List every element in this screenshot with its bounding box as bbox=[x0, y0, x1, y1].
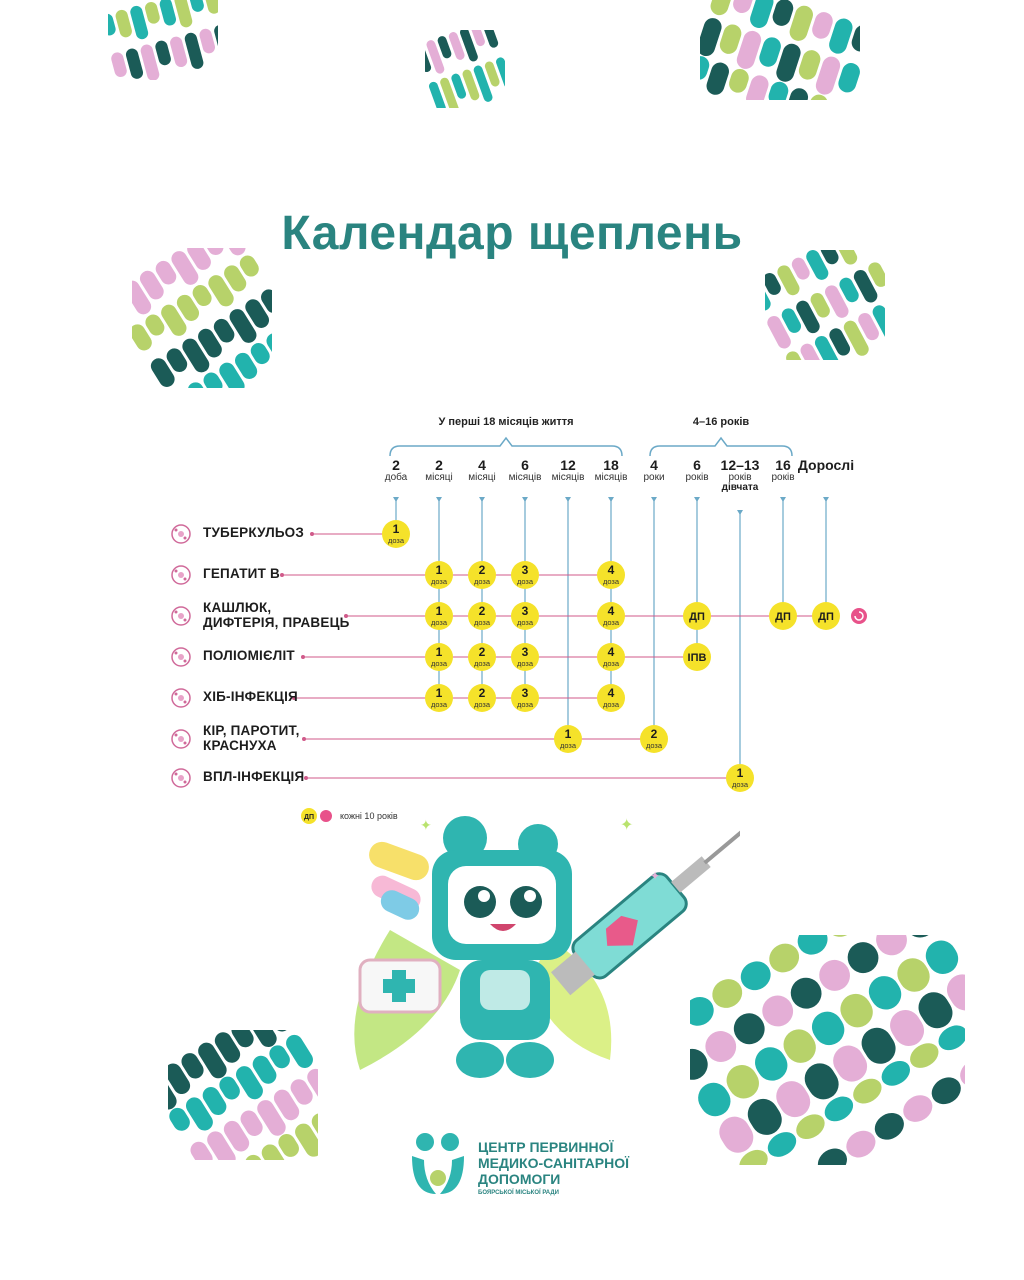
dose-unit: доза bbox=[430, 577, 448, 586]
column-arrow-9 bbox=[780, 497, 786, 502]
column-number: 4 bbox=[650, 457, 658, 473]
row-label-line: ГЕПАТИТ В bbox=[203, 566, 280, 581]
row-label-line: ПОЛІОМІЄЛІТ bbox=[203, 648, 295, 663]
dose-number: 2 bbox=[650, 727, 658, 741]
column-unit: років bbox=[685, 471, 709, 483]
dose-number: 2 bbox=[478, 686, 486, 700]
polio-icon bbox=[170, 646, 192, 668]
column-number: 6 bbox=[521, 457, 529, 473]
hib-icon bbox=[170, 687, 192, 709]
dose-number: 1 bbox=[564, 727, 572, 741]
dose-unit: доза bbox=[473, 577, 491, 586]
row-label-line: ТУБЕРКУЛЬОЗ bbox=[203, 525, 304, 540]
row-label-line-2: КРАСНУХА bbox=[203, 737, 277, 753]
column-number: 12 bbox=[560, 457, 576, 473]
column-unit: доба bbox=[384, 471, 408, 483]
row-label-1 bbox=[203, 567, 280, 582]
dose-unit: доза bbox=[559, 741, 577, 750]
dose-marker bbox=[812, 602, 840, 630]
dose-number: 3 bbox=[521, 563, 529, 577]
dose-unit: доза bbox=[602, 618, 620, 627]
row-line-start-0 bbox=[310, 532, 314, 536]
svg-text:✦: ✦ bbox=[650, 869, 661, 883]
dose-marker bbox=[511, 643, 539, 671]
column-arrow-3 bbox=[522, 497, 528, 502]
dose-number: 4 bbox=[607, 604, 615, 618]
dose-number: 1 bbox=[435, 563, 443, 577]
column-header-5 bbox=[595, 458, 628, 483]
svg-text:✦: ✦ bbox=[420, 817, 432, 833]
repeat-icon bbox=[851, 608, 867, 624]
svg-text:✦: ✦ bbox=[620, 817, 634, 834]
dose-marker bbox=[597, 561, 625, 589]
dose-number: 4 bbox=[607, 686, 615, 700]
dose-marker bbox=[468, 684, 496, 712]
column-number: 4 bbox=[478, 457, 486, 473]
group-label-1: 4–16 років bbox=[692, 416, 750, 428]
dose-marker bbox=[511, 684, 539, 712]
dose-unit: доза bbox=[516, 659, 534, 668]
column-unit: місяці bbox=[425, 471, 453, 483]
column-number: 2 bbox=[392, 457, 400, 473]
dose-marker bbox=[425, 602, 453, 630]
dose-unit: доза bbox=[602, 577, 620, 586]
logo-line-3: ДОПОМОГИ bbox=[478, 1171, 561, 1187]
column-header-8 bbox=[721, 458, 760, 494]
column-unit: роки bbox=[643, 471, 665, 483]
pertussis-icon bbox=[170, 605, 192, 627]
dose-number: 2 bbox=[478, 604, 486, 618]
group-bracket-1 bbox=[650, 438, 792, 456]
dose-unit: доза bbox=[516, 700, 534, 709]
dose-number: 1 bbox=[435, 645, 443, 659]
column-arrow-0 bbox=[393, 497, 399, 502]
row-label-line: КАШЛЮК, bbox=[203, 600, 272, 615]
column-header-10 bbox=[798, 458, 854, 473]
measles-icon bbox=[170, 728, 192, 750]
dose-number: 4 bbox=[607, 645, 615, 659]
dose-marker bbox=[511, 561, 539, 589]
dose-number: 3 bbox=[521, 604, 529, 618]
dose-marker bbox=[511, 602, 539, 630]
dose-code: ІПВ bbox=[687, 652, 707, 664]
column-header-4 bbox=[552, 458, 585, 483]
column-number: 16 bbox=[775, 457, 791, 473]
column-number: Дорослі bbox=[797, 457, 855, 473]
row-line-start-6 bbox=[304, 776, 308, 780]
row-label-5 bbox=[203, 724, 300, 754]
dose-marker bbox=[468, 643, 496, 671]
dose-number: 3 bbox=[521, 645, 529, 659]
column-arrow-10 bbox=[823, 497, 829, 502]
dose-code: ДП bbox=[689, 611, 705, 623]
dose-number: 1 bbox=[736, 766, 744, 780]
column-header-7 bbox=[685, 458, 708, 483]
column-number: 18 bbox=[603, 457, 619, 473]
dose-unit: доза bbox=[387, 536, 405, 545]
dose-unit: доза bbox=[516, 577, 534, 586]
dose-marker bbox=[468, 561, 496, 589]
dose-marker bbox=[597, 602, 625, 630]
dose-number: 2 bbox=[478, 645, 486, 659]
column-arrow-1 bbox=[436, 497, 442, 502]
dose-unit: доза bbox=[645, 741, 663, 750]
row-label-line: ХІБ-ІНФЕКЦІЯ bbox=[203, 689, 298, 704]
dose-unit: доза bbox=[602, 700, 620, 709]
dose-unit: доза bbox=[602, 659, 620, 668]
column-header-3 bbox=[509, 458, 542, 483]
column-arrow-7 bbox=[694, 497, 700, 502]
row-label-3 bbox=[203, 649, 295, 664]
column-arrow-6 bbox=[651, 497, 657, 502]
dose-number: 2 bbox=[478, 563, 486, 577]
column-arrow-4 bbox=[565, 497, 571, 502]
column-header-1 bbox=[425, 458, 452, 483]
dose-unit: доза bbox=[473, 700, 491, 709]
dose-unit: доза bbox=[516, 618, 534, 627]
group-label-0: У перші 18 місяців життя bbox=[438, 416, 574, 428]
dose-marker bbox=[468, 602, 496, 630]
row-label-line-2: ДИФТЕРІЯ, ПРАВЕЦЬ bbox=[203, 614, 350, 630]
dose-marker bbox=[425, 643, 453, 671]
logo-subtitle: БОЯРСЬКОЇ МІСЬКОЇ РАДИ bbox=[478, 1190, 559, 1196]
legend-text: кожні 10 років bbox=[340, 811, 398, 821]
dose-unit: доза bbox=[731, 780, 749, 789]
dose-unit: доза bbox=[430, 659, 448, 668]
dose-marker bbox=[597, 643, 625, 671]
dose-marker bbox=[425, 684, 453, 712]
tuberculosis-icon bbox=[170, 523, 192, 545]
legend-badge-text: ДП bbox=[303, 814, 315, 821]
row-label-line: КІР, ПАРОТИТ, bbox=[203, 723, 300, 738]
column-unit: місяці bbox=[468, 471, 496, 483]
hpv-icon bbox=[170, 767, 192, 789]
dose-unit: доза bbox=[430, 618, 448, 627]
dose-number: 1 bbox=[392, 522, 400, 536]
column-header-2 bbox=[468, 458, 495, 483]
column-header-0 bbox=[385, 458, 407, 483]
dose-code: ДП bbox=[775, 611, 791, 623]
logo-line-2: МЕДИКО-САНІТАРНОЇ bbox=[478, 1155, 629, 1171]
column-header-6 bbox=[643, 458, 664, 483]
group-bracket-0 bbox=[390, 438, 622, 456]
column-unit: місяців bbox=[508, 471, 542, 483]
dose-unit: доза bbox=[430, 700, 448, 709]
mascot-illustration bbox=[320, 810, 740, 1110]
dose-marker bbox=[640, 725, 668, 753]
row-line-start-3 bbox=[301, 655, 305, 659]
dose-unit: доза bbox=[473, 659, 491, 668]
dose-marker bbox=[554, 725, 582, 753]
column-unit: років bbox=[728, 471, 752, 483]
dose-number: 1 bbox=[435, 604, 443, 618]
row-label-line: ВПЛ-ІНФЕКЦІЯ bbox=[203, 769, 305, 784]
column-unit: років bbox=[771, 471, 795, 483]
column-number: 12–13 bbox=[720, 457, 760, 473]
column-arrow-2 bbox=[479, 497, 485, 502]
dose-marker bbox=[382, 520, 410, 548]
dose-unit: доза bbox=[473, 618, 491, 627]
column-unit: місяців bbox=[594, 471, 628, 483]
row-label-0 bbox=[203, 526, 304, 541]
dose-marker bbox=[683, 643, 711, 671]
column-arrow-5 bbox=[608, 497, 614, 502]
column-unit: місяців bbox=[551, 471, 585, 483]
dose-marker bbox=[769, 602, 797, 630]
clinic-logo-icon bbox=[408, 1130, 468, 1200]
row-label-6 bbox=[203, 770, 304, 785]
dose-number: 3 bbox=[521, 686, 529, 700]
logo-line-1: ЦЕНТР ПЕРВИННОЇ bbox=[478, 1139, 614, 1155]
dose-number: 1 bbox=[435, 686, 443, 700]
column-subnote: дівчата bbox=[721, 482, 759, 494]
row-line-start-1 bbox=[280, 573, 284, 577]
row-label-4 bbox=[203, 690, 298, 705]
dose-marker bbox=[683, 602, 711, 630]
column-number: 2 bbox=[435, 457, 443, 473]
dose-code: ДП bbox=[818, 611, 834, 623]
dose-marker bbox=[726, 764, 754, 792]
dose-marker bbox=[425, 561, 453, 589]
hepatitis-icon bbox=[170, 564, 192, 586]
column-number: 6 bbox=[693, 457, 701, 473]
row-label-2 bbox=[203, 601, 350, 631]
page-title: Календар щеплень bbox=[281, 207, 743, 260]
dose-number: 4 bbox=[607, 563, 615, 577]
column-arrow-8 bbox=[737, 510, 743, 515]
column-header-9 bbox=[771, 458, 794, 483]
dose-marker bbox=[597, 684, 625, 712]
row-line-start-5 bbox=[302, 737, 306, 741]
